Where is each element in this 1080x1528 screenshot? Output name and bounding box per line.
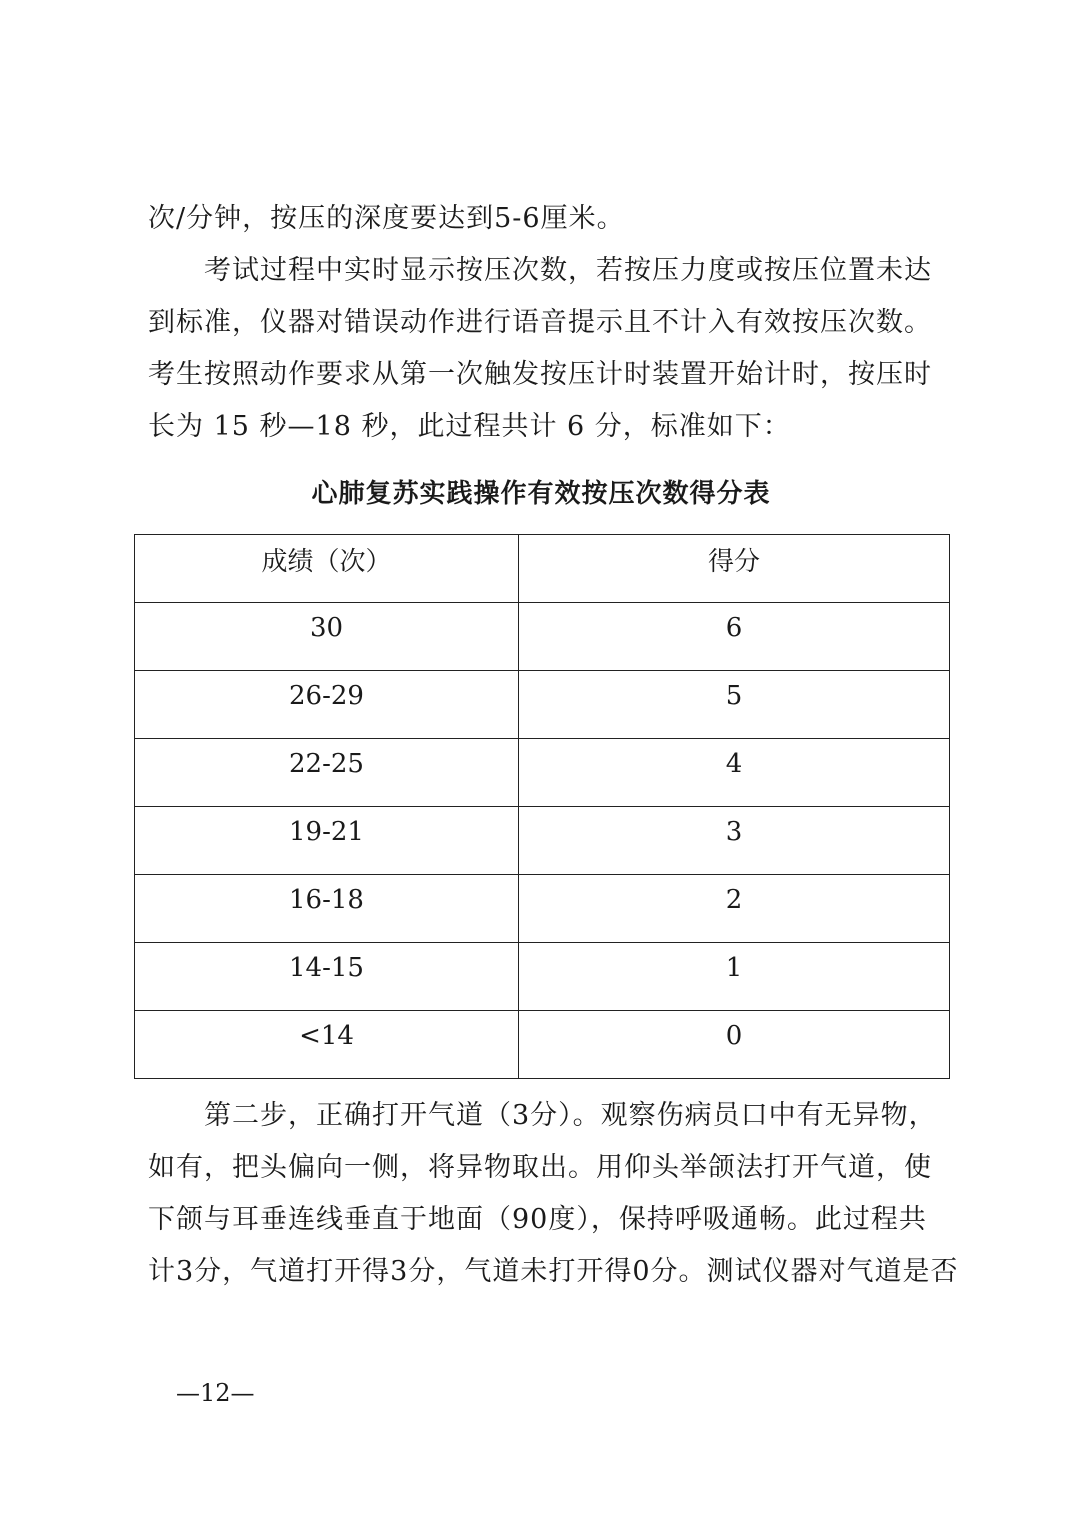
cell-count: 19-21 (135, 807, 519, 875)
text-line: 下颌与耳垂连线垂直于地面（90度），保持呼吸通畅。此过程共 (148, 1204, 927, 1235)
cell-score: 6 (519, 603, 950, 671)
column-header-score: 得分 (519, 535, 950, 603)
score-table (134, 534, 950, 1079)
cell-count: 30 (135, 603, 519, 671)
table-row (135, 671, 950, 739)
cell-score: 1 (519, 943, 950, 1011)
cell-count: <14 (135, 1011, 519, 1079)
table-row (135, 603, 950, 671)
page-number: —12— (176, 1379, 255, 1407)
text-line: 长为 15 秒—18 秒，此过程共计 6 分，标准如下： (148, 411, 791, 442)
table-header-row (135, 535, 950, 603)
table-row (135, 807, 950, 875)
column-header-count: 成绩（次） (135, 535, 519, 603)
table-row (135, 739, 950, 807)
paragraph-exam-process (148, 245, 938, 453)
text-line: 计3分，气道打开得3分，气道未打开得0分。测试仪器对气道是否 (148, 1256, 959, 1287)
text-line: 第二步，正确打开气道（3分）。观察伤病员口中有无异物， (204, 1100, 937, 1131)
table-title: 心肺复苏实践操作有效按压次数得分表 (311, 479, 771, 509)
text-line: 到标准，仪器对错误动作进行语音提示且不计入有效按压次数。 (148, 307, 932, 338)
cell-count: 16-18 (135, 875, 519, 943)
cell-score: 2 (519, 875, 950, 943)
paragraph-compression-depth (148, 193, 938, 245)
text-line: 次/分钟，按压的深度要达到5-6厘米。 (148, 203, 625, 234)
text-line: 如有，把头偏向一侧，将异物取出。用仰头举颌法打开气道，使 (148, 1152, 932, 1183)
table-row (135, 875, 950, 943)
cell-count: 14-15 (135, 943, 519, 1011)
cell-count: 22-25 (135, 739, 519, 807)
table-row (135, 1011, 950, 1079)
text-line: 考试过程中实时显示按压次数，若按压力度或按压位置未达 (204, 255, 932, 286)
cell-score: 5 (519, 671, 950, 739)
paragraph-open-airway (148, 1090, 959, 1298)
text-line: 考生按照动作要求从第一次触发按压计时装置开始计时，按压时 (148, 359, 932, 390)
table-row (135, 943, 950, 1011)
cell-score: 4 (519, 739, 950, 807)
cell-count: 26-29 (135, 671, 519, 739)
cell-score: 0 (519, 1011, 950, 1079)
cell-score: 3 (519, 807, 950, 875)
